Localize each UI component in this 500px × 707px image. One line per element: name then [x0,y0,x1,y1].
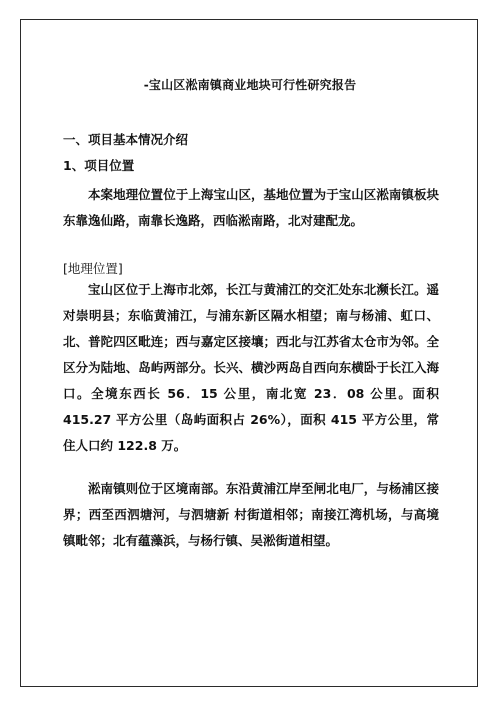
section-heading: 一、项目基本情况介绍 [63,132,189,147]
geo-paragraph: 宝山区位于上海市北郊，长江与黄浦江的交汇处东北濒长江。遥对崇明县；东临黄浦江，与浦东新区隔水相望；南与杨浦、虹口、北、普陀四区毗连；西与嘉定区接壤；西北与江苏省太仓市为邻。全区分为陆地、岛屿两部分。长兴、横沙两岛自西向东横卧于长江入海口。全境东西长 56．15 公里，南北宽 23．08 公里。面积 415.27 平方公里（岛屿面积占 26%），面积 415 平方公里，常住人口约 122.8 万。 [63,282,439,453]
songnan-paragraph: 淞南镇则位于区境南部。东沿黄浦江岸至闸北电厂，与杨浦区接界；西至西泗塘河，与泗塘新 村街道相邻；南接江湾机场，与高境镇毗邻；北有蕴藻浜，与杨行镇、吴淞街道相望。 [63,481,439,548]
location-paragraph: 本案地理位置位于上海宝山区，基地位置为于宝山区淞南镇板块东靠逸仙路，南靠长逸路，西临淞南路，北对建配龙。 [63,187,439,228]
geo-heading: [地理位置] [63,261,123,276]
subsection-heading: 1、项目位置 [63,158,135,173]
document-title: -宝山区淞南镇商业地块可行性研究报告 [143,78,357,92]
